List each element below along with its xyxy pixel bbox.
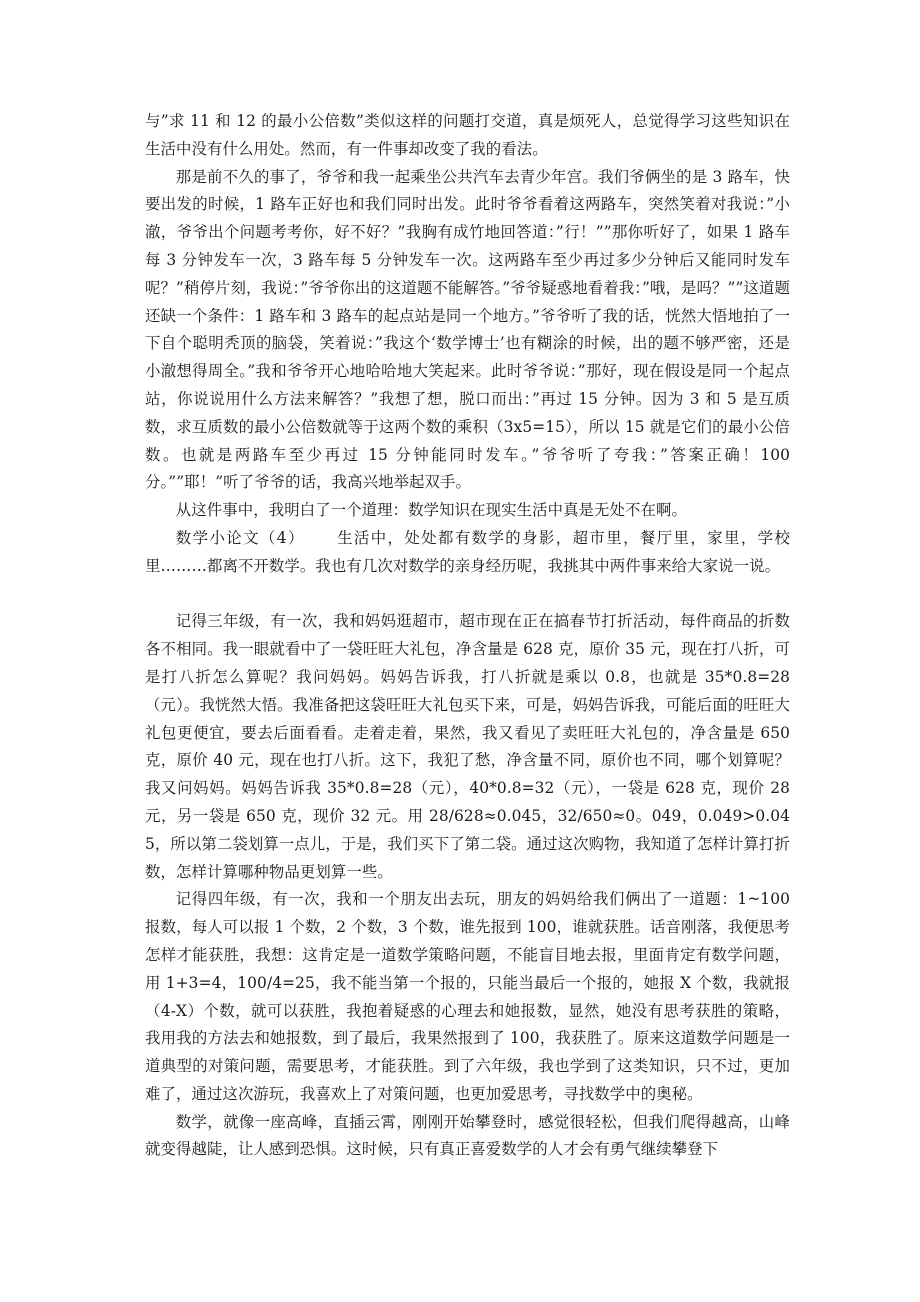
paragraph-spacer bbox=[145, 581, 790, 609]
paragraph-7: 数学，就像一座高峰，直插云霄，刚刚开始攀登时，感觉很轻松，但我们爬得越高，山峰就变得越陡，让人感到恐惧。这时候，只有真正喜爱数学的人才会有勇气继续攀登下 bbox=[145, 1112, 790, 1159]
paragraph-4: 数学小论文（4） 生活中，处处都有数学的身影，超市里，餐厅里，家里，学校里………都离不开数学。我也有几次对数学的亲身经历呢，我挑其中两件事来给大家说一说。 bbox=[145, 528, 790, 575]
paragraph-1: 与”求 11 和 12 的最小公倍数”类似这样的问题打交道，真是烦死人，总觉得学习这些知识在生活中没有什么用处。然而，有一件事却改变了我的看法。 bbox=[145, 112, 790, 158]
document-body bbox=[145, 108, 790, 1164]
paragraph-6: 记得四年级，有一次，我和一个朋友出去玩，朋友的妈妈给我们俩出了一道题：1~100 报数，每人可以报 1 个数，2 个数，3 个数，谁先报到 100，谁就获胜。话音刚落，我便思考怎样才能获胜，我想：这肯定是一道数学策略问题，不能盲目地去报，里面肯定有数学问题，用 1+3=4，100/4=25，我不能当第一个报的，只能当最后一个报的，她报 X 个数，我就报（4-X）个数，就可以获胜，我抱着疑惑的心理去和她报数，显然，她没有思考获胜的策略，我用我的方法去和她报数，到了最后，我果然报到了 100，我获胜了。原来这道数学问题是一道典型的对策问题，需要思考，才能获胜。到了六年级，我也学到了这类知识，只不过，更加难了，通过这次游玩，我喜欢上了对策问题，也更加爱思考，寻找数学中的奥秘。 bbox=[145, 890, 790, 1103]
paragraph-2: 那是前不久的事了，爷爷和我一起乘坐公共汽车去青少年宫。我们爷俩坐的是 3 路车，快要出发的时候，1 路车正好也和我们同时出发。此时爷爷看着这两路车，突然笑着对我说：”小澈，爷爷出个问题考考你，好不好？”我胸有成竹地回答道：”行！””那你听好了，如果 1 路车每 3 分钟发车一次，3 路车每 5 分钟发车一次。这两路车至少再过多少分钟后又能同时发车呢？”稍停片刻，我说：”爷爷你出的这道题不能解答。”爷爷疑惑地看着我：”哦，是吗？””这道题还缺一个条件：1 路车和 3 路车的起点站是同一个地方。”爷爷听了我的话，恍然大悟地拍了一下自个聪明秃顶的脑袋，笑着说：”我这个‘数学博士’也有糊涂的时候，出的题不够严密，还是小澈想得周全。”我和爷爷开心地哈哈地大笑起来。此时爷爷说：”那好，现在假设是同一个起点站，你说说用什么方法来解答？”我想了想，脱口而出：”再过 15 分钟。因为 3 和 5 是互质数，求互质数的最小公倍数就等于这两个数的乘积（3x5=15），所以 15 就是它们的最小公倍数。也就是两路车至少再过 15 分钟能同时发车。”爷爷听了夸我：”答案正确！100 分。””耶！”听了爷爷的话，我高兴地举起双手。 bbox=[145, 167, 790, 492]
paragraph-5: 记得三年级，有一次，我和妈妈逛超市，超市现在正在搞春节打折活动，每件商品的折数各不相同。我一眼就看中了一袋旺旺大礼包，净含量是 628 克，原价 35 元，现在打八折，可是打八折怎么算呢？我问妈妈。妈妈告诉我，打八折就是乘以 0.8，也就是 35*0.8=28（元）。我恍然大悟。我准备把这袋旺旺大礼包买下来，可是，妈妈告诉我，可能后面的旺旺大礼包更便宜，要去后面看看。走着走着，果然，我又看见了卖旺旺大礼包的，净含量是 650 克，原价 40 元，现在也打八折。这下，我犯了愁，净含量不同，原价也不同，哪个划算呢？我又问妈妈。妈妈告诉我 35*0.8=28（元），40*0.8=32（元），一袋是 628 克，现价 28 元，另一袋是 650 克，现价 32 元。用 28/628≈0.045，32/650≈0。049，0.049>0.045，所以第二袋划算一点儿，于是，我们买下了第二袋。通过这次购物，我知道了怎样计算打折数，怎样计算哪种物品更划算一些。 bbox=[145, 612, 791, 881]
paragraph-3: 从这件事中，我明白了一个道理：数学知识在现实生活中真是无处不在啊。 bbox=[175, 501, 687, 520]
